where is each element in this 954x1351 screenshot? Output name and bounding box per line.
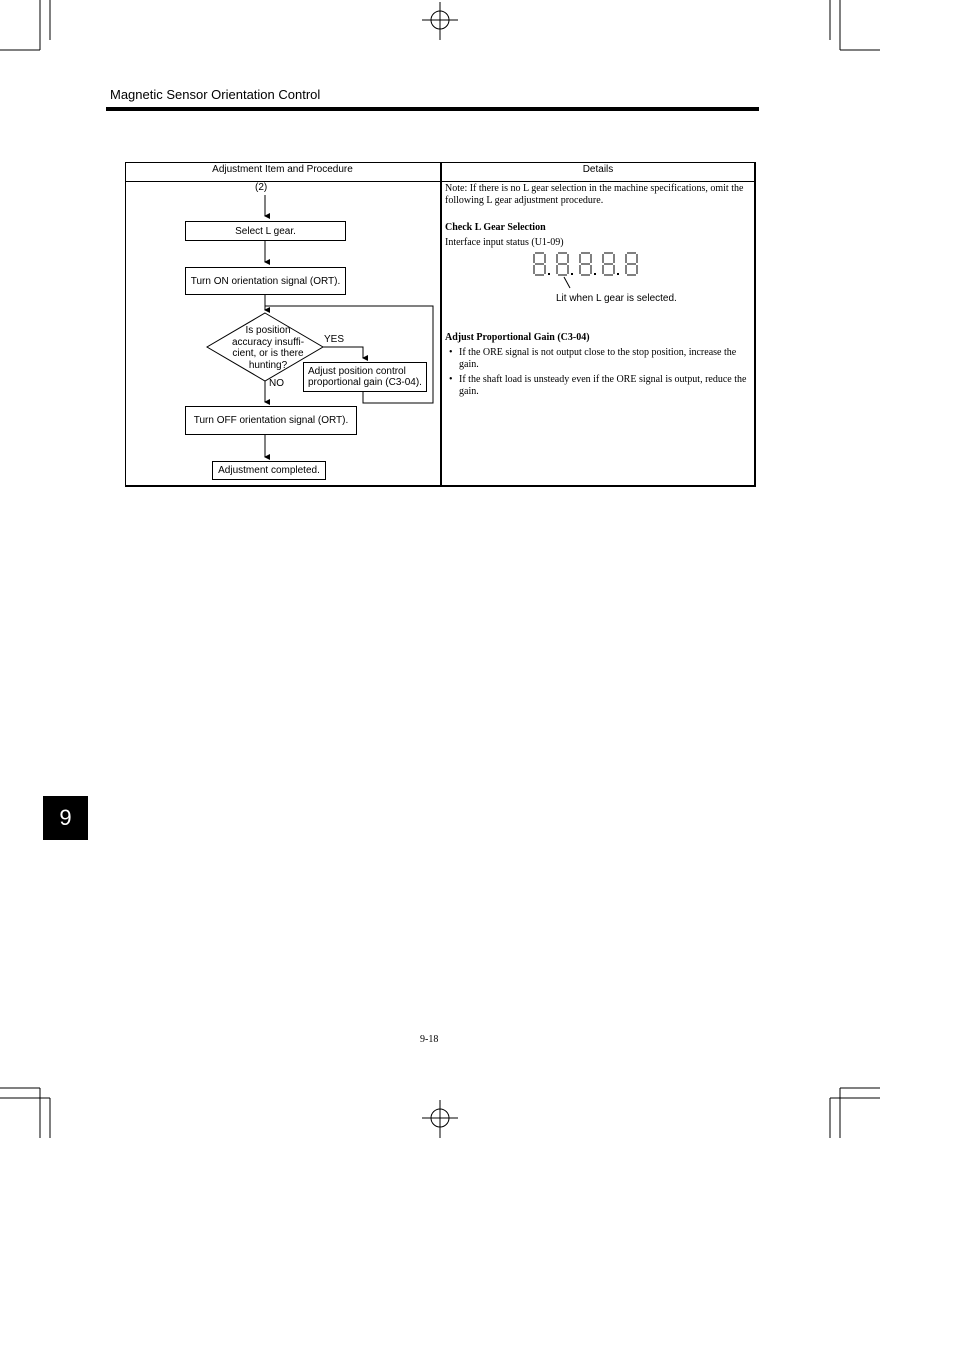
check-text: Interface input status (U1-09) — [445, 237, 564, 248]
step-select-l-gear: Select L gear. — [185, 221, 346, 241]
decision-line: cient, or is there — [232, 348, 304, 359]
adjust-line: Adjust position control — [308, 366, 406, 377]
decision-line: hunting? — [248, 359, 288, 371]
flow-start-label: (2) — [255, 182, 268, 193]
gain-section — [445, 332, 751, 401]
decision-line: accuracy insuffi- — [231, 336, 305, 348]
step-adjustment-completed: Adjustment completed. — [212, 461, 326, 480]
yes-label: YES — [324, 334, 345, 345]
page-number: 9-18 — [420, 1034, 439, 1045]
lit-caption: Lit when L gear is selected. — [556, 293, 677, 304]
gain-bullet-list — [445, 347, 751, 398]
list-item: • If the ORE signal is not output close to the stop position, increase the gain. — [445, 347, 751, 371]
decision-line: Is position — [245, 325, 291, 336]
list-item: • If the shaft load is unsteady even if the ORE signal is output, reduce the gain. — [445, 374, 751, 398]
adjust-line: proportional gain (C3-04). — [308, 377, 422, 388]
step-turn-on-ort: Turn ON orientation signal (ORT). — [185, 267, 346, 295]
gain-heading: Adjust Proportional Gain (C3-04) — [445, 332, 590, 343]
details-column — [445, 183, 751, 249]
column-header-procedure: Adjustment Item and Procedure — [212, 164, 353, 175]
check-heading: Check L Gear Selection — [445, 222, 546, 233]
no-label: NO — [269, 378, 284, 389]
section-title: Magnetic Sensor Orientation Control — [110, 87, 321, 102]
note-text: Note: If there is no L gear selection in the machine specifications, omit the following L gear adjustment procedure. — [445, 183, 744, 206]
column-header-details: Details — [582, 164, 614, 175]
chapter-tab: 9 — [43, 796, 88, 840]
step-turn-off-ort: Turn OFF orientation signal (ORT). — [185, 406, 357, 435]
step-adjust-gain — [303, 362, 427, 392]
